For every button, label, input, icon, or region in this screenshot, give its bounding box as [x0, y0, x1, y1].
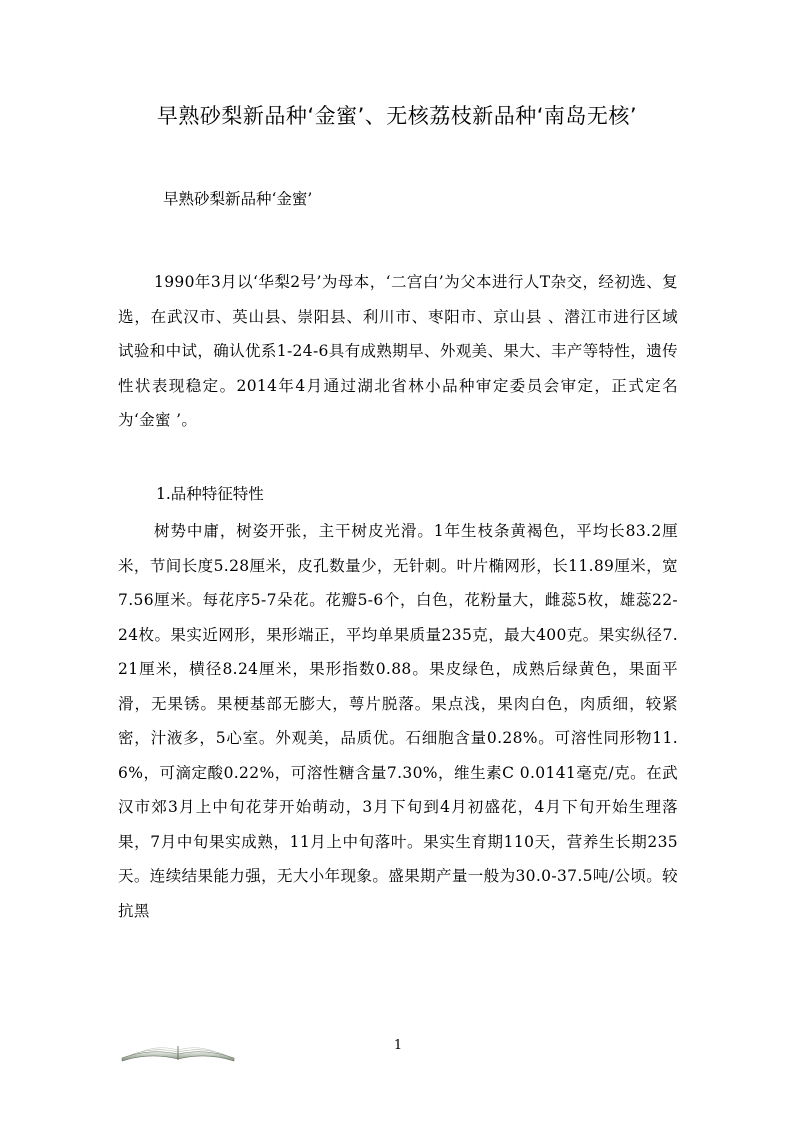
section-heading-characteristics: 1.品种特征特性 [156, 485, 264, 503]
page-number: 1 [393, 1038, 403, 1053]
open-book-icon [118, 1034, 238, 1064]
paragraph-characteristics: 树势中庸，树姿开张，主干树皮光滑。1年生枝条黄褐色，平均长83.2厘米，节间长度5.28厘米，皮孔数量少，无针刺。叶片椭网形，长11.89厘米，宽7.56厘米。每花序5-7朵花。花瓣5-6个，白色，花粉量大，雌蕊5枚，雄蕊22-24枚。果实近网形，果形端正，平均单果质量235克，最大400克。果实纵径7.21厘米，横径8.24厘米，果形指数0.88。果皮绿色，成熟后绿黄色，果面平滑，无果锈。果梗基部无膨大，萼片脱落。果点浅，果肉白色，肉质细，较紧密，汁液多，5心室。外观美，品质优。石细胞含量0.28%。可溶性同形物11.6%，可滴定酸0.22%，可溶性糖含量7.30%，维生素C 0.0141毫克/克。在武汉市郊3月上中旬花芽开始萌动，3月下旬到4月初盛花，4月下旬开始生理落果，7月中旬果实成熟，11月上中旬落叶。果实生育期110天，营养生长期235天。连续结果能力强，无大小年现象。盛果期产量一般为30.0-37.5吨/公顷。较抗黑 [118, 522, 678, 920]
paragraph-breeding-history: 1990年3月以‘华梨2号’为母本，‘二宫白’为父本进行人T杂交，经初选、复选，在武汉市、英山县、崇阳县、利川市、枣阳市、京山县 、潜江市进行区域试验和中试，确认优系1-24-6具有成熟期早、外观美、果大、丰产等特性，遗传性状表现稳定。2014年4月通过湖北省林小品种审定委员会审定，正式定名为‘金蜜 ’。 [118, 273, 678, 429]
document-subtitle: 早熟砂梨新品种‘金蜜’ [163, 190, 313, 208]
page-footer [0, 1030, 794, 1070]
document-title: 早熟砂梨新品种‘金蜜’、无核荔枝新品种‘南岛无核’ [156, 104, 638, 128]
